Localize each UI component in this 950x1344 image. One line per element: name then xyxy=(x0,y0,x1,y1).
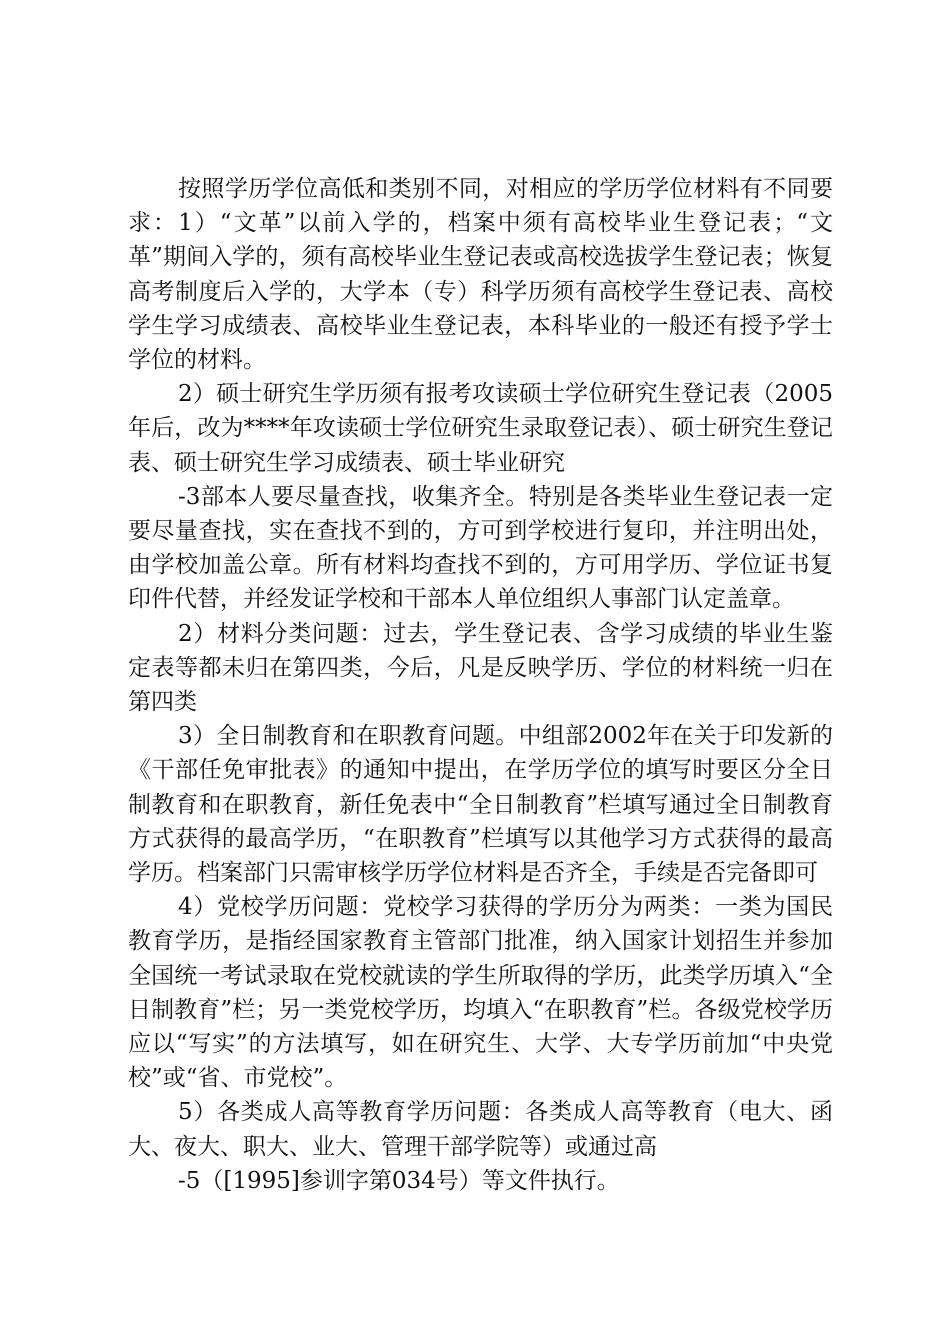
paragraph-master-degree: 2）硕士研究生学历须有报考攻读硕士学位研究生登记表（2005年后，改为****年攻读硕士学位研究生录取登记表）、硕士研究生登记表、硕士研究生学习成绩表、硕士毕业研究 xyxy=(128,381,833,476)
paragraph-fulltime-education: 3）全日制教育和在职教育问题。中组部2002年在关于印发新的《干部任免审批表》的通知中提出，在学历学位的填写时要区分全日制教育和在职教育，新任免表中“全日制教育”栏填写通过全日制教育方式获得的最高学历，“在职教育”栏填写以其他学习方式获得的最高学历。档案部门只需审核学历学位材料是否齐全，手续是否完备即可 xyxy=(128,723,833,887)
paragraph-page-5-continuation: -5（[1995]参训字第034号）等文件执行。 xyxy=(178,1167,620,1194)
paragraph-material-classification: 2）材料分类问题：过去，学生登记表、含学习成绩的毕业生鉴定表等都未归在第四类，今后，凡是反映学历、学位的材料统一归在第四类 xyxy=(128,620,833,716)
document-body xyxy=(128,172,833,1198)
paragraph-party-school: 4）党校学历问题：党校学习获得的学历分为两类：一类为国民教育学历，是指经国家教育主管部门批准，纳入国家计划招生并参加全国统一考试录取在党校就读的学生所取得的学历，此类学历填入“全日制教育”栏；另一类党校学历，均填入“在职教育”栏。各级党校学历应以“写实”的方法填写，如在研究生、大学、大专学历前加“中央党校”或“省、市党校”。 xyxy=(128,894,833,1092)
paragraph-degree-requirements: 按照学历学位高低和类别不同，对相应的学历学位材料有不同要求：1）“文革”以前入学的，档案中须有高校毕业生登记表；“文革”期间入学的，须有高校毕业生登记表或高校选拔学生登记表；恢复高考制度后入学的，大学本（专）科学历须有高校学生登记表、高校学生学习成绩表、高校毕业生登记表，本科毕业的一般还有授予学士学位的材料。 xyxy=(128,176,833,374)
paragraph-adult-education: 5）各类成人高等教育学历问题：各类成人高等教育（电大、函大、夜大、职大、业大、管理干部学院等）或通过高 xyxy=(128,1099,833,1160)
paragraph-page-3-continuation: -3部本人要尽量查找，收集齐全。特别是各类毕业生登记表一定要尽量查找，实在查找不到的，方可到学校进行复印，并注明出处，由学校加盖公章。所有材料均查找不到的，方可用学历、学位证书复印件代替，并经发证学校和干部本人单位组织人事部门认定盖章。 xyxy=(128,483,833,613)
